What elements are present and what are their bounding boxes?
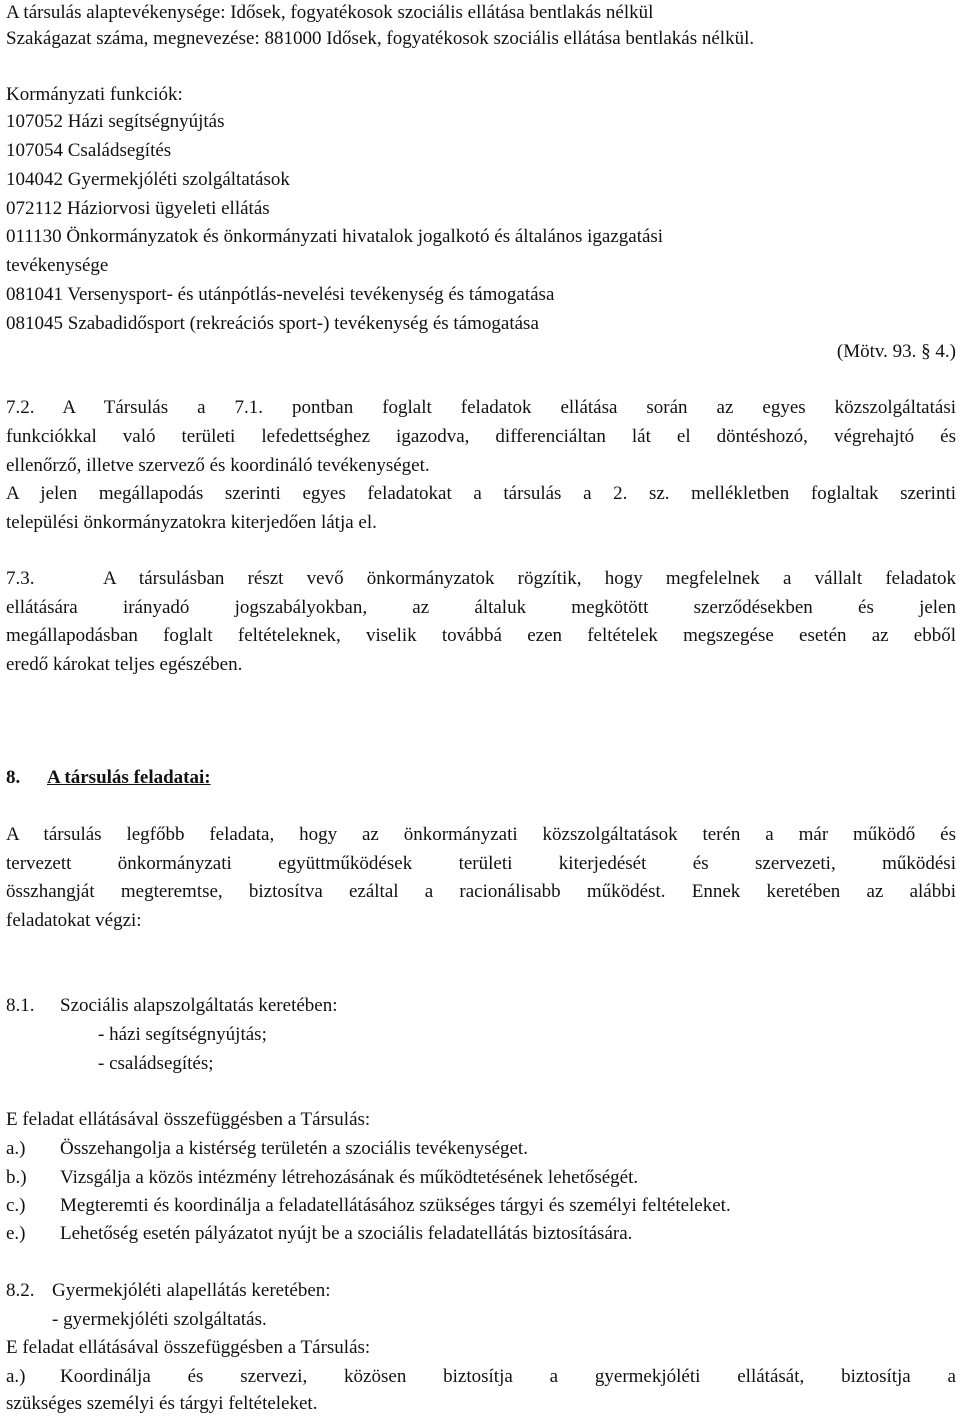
tasks-lead: E feladat ellátásával összefüggésben a Társulás: [6,1109,371,1130]
functions-heading: Kormányzati funkciók: [6,84,183,105]
function-item: 107052 Házi segítségnyújtás [6,111,225,132]
intro-line-1: A társulás alaptevékenysége: Idősek, fogyatékosok szociális ellátása bentlakás nélkül [6,2,654,23]
task-text: Koordinálja és szervezi, közösen biztosítja a gyermekjóléti ellátását, biztosítja a [60,1366,956,1387]
paragraph-7-3-line: 7.3. A társulásban részt vevő önkormányzatok rögzítik, hogy megfelelnek a vállalt feladatok [6,568,956,589]
paragraph-7-2-line: települési önkormányzatokra kiterjedően látja el. [6,512,377,533]
paragraph-7-3-line: ellátására irányadó jogszabályokban, az általuk megkötött szerződésekben és jelen [6,597,956,618]
section-8-number: 8. [6,767,21,788]
section-8-text-line: tervezett önkormányzati együttműködések területi kiterjedését és szervezeti, működési [6,853,956,874]
task-text-continuation: szükséges személyi és tárgyi feltételeket. [6,1393,318,1414]
task-label: a.) [6,1138,26,1159]
intro-line-2: Szakágazat száma, megnevezése: 881000 Idősek, fogyatékosok szociális ellátása bentlakás nélkül. [6,28,755,49]
function-item: 107054 Családsegítés [6,140,172,161]
paragraph-7-2-line: ellenőrző, illetve szervező és koordináló tevékenységet. [6,455,430,476]
subsection-8-2-title: Gyermekjóléti alapellátás keretében: [52,1280,331,1301]
paragraph-7-3-line: megállapodásban foglalt feltételeknek, viselik továbbá ezen feltételek megszegése esetén az ebből [6,625,956,646]
function-item: 072112 Háziorvosi ügyeleti ellátás [6,198,270,219]
section-8-text-line: feladatokat végzi: [6,910,142,931]
service-item: - házi segítségnyújtás; [98,1024,267,1045]
function-item: 081041 Versenysport- és utánpótlás-nevelési tevékenység és támogatása [6,284,555,305]
legal-reference: (Mötv. 93. § 4.) [836,341,956,362]
function-item: 081045 Szabadidősport (rekreációs sport-) tevékenység és támogatása [6,313,539,334]
task-text: Összehangolja a kistérség területén a szociális tevékenységet. [60,1138,528,1159]
section-8-text-line: A társulás legfőbb feladata, hogy az önkormányzati közszolgáltatások terén a már működő és [6,824,956,845]
paragraph-7-2-line: 7.2. A Társulás a 7.1. pontban foglalt feladatok ellátása során az egyes közszolgáltatási [6,397,956,418]
task-text: Megteremti és koordinálja a feladatellátásához szükséges tárgyi és személyi feltételeket. [60,1195,731,1216]
subsection-8-1-title: Szociális alapszolgáltatás keretében: [60,995,338,1016]
task-label: a.) [6,1366,26,1387]
service-item: - családsegítés; [98,1053,214,1074]
task-text: Vizsgálja a közös intézmény létrehozásának és működtetésének lehetőségét. [60,1167,639,1188]
function-item-continuation: tevékenysége [6,255,109,276]
task-text: Lehetőség esetén pályázatot nyújt be a szociális feladatellátás biztosítására. [60,1223,633,1244]
subsection-8-1-number: 8.1. [6,995,35,1016]
paragraph-7-2-line: A jelen megállapodás szerinti egyes feladatokat a társulás a 2. sz. mellékletben foglaltak szerinti [6,483,956,504]
paragraph-7-3-line: eredő károkat teljes egészében. [6,654,243,675]
service-item: - gyermekjóléti szolgáltatás. [52,1309,267,1330]
subsection-8-2-number: 8.2. [6,1280,35,1301]
task-label: c.) [6,1195,26,1216]
paragraph-7-2-line: funkciókkal való területi lefedettséghez igazodva, differenciáltan lát el döntéshozó, végrehajtó és [6,426,956,447]
function-item: 011130 Önkormányzatok és önkormányzati hivatalok jogalkotó és általános igazgatási [6,226,664,247]
function-item: 104042 Gyermekjóléti szolgáltatások [6,169,290,190]
tasks-lead: E feladat ellátásával összefüggésben a Társulás: [6,1337,371,1358]
task-label: e.) [6,1223,26,1244]
section-8-text-line: összhangját megteremtse, biztosítva ezáltal a racionálisabb működést. Ennek keretében az alábbi [6,881,956,902]
section-8-title: A társulás feladatai: [47,767,211,788]
task-label: b.) [6,1167,27,1188]
